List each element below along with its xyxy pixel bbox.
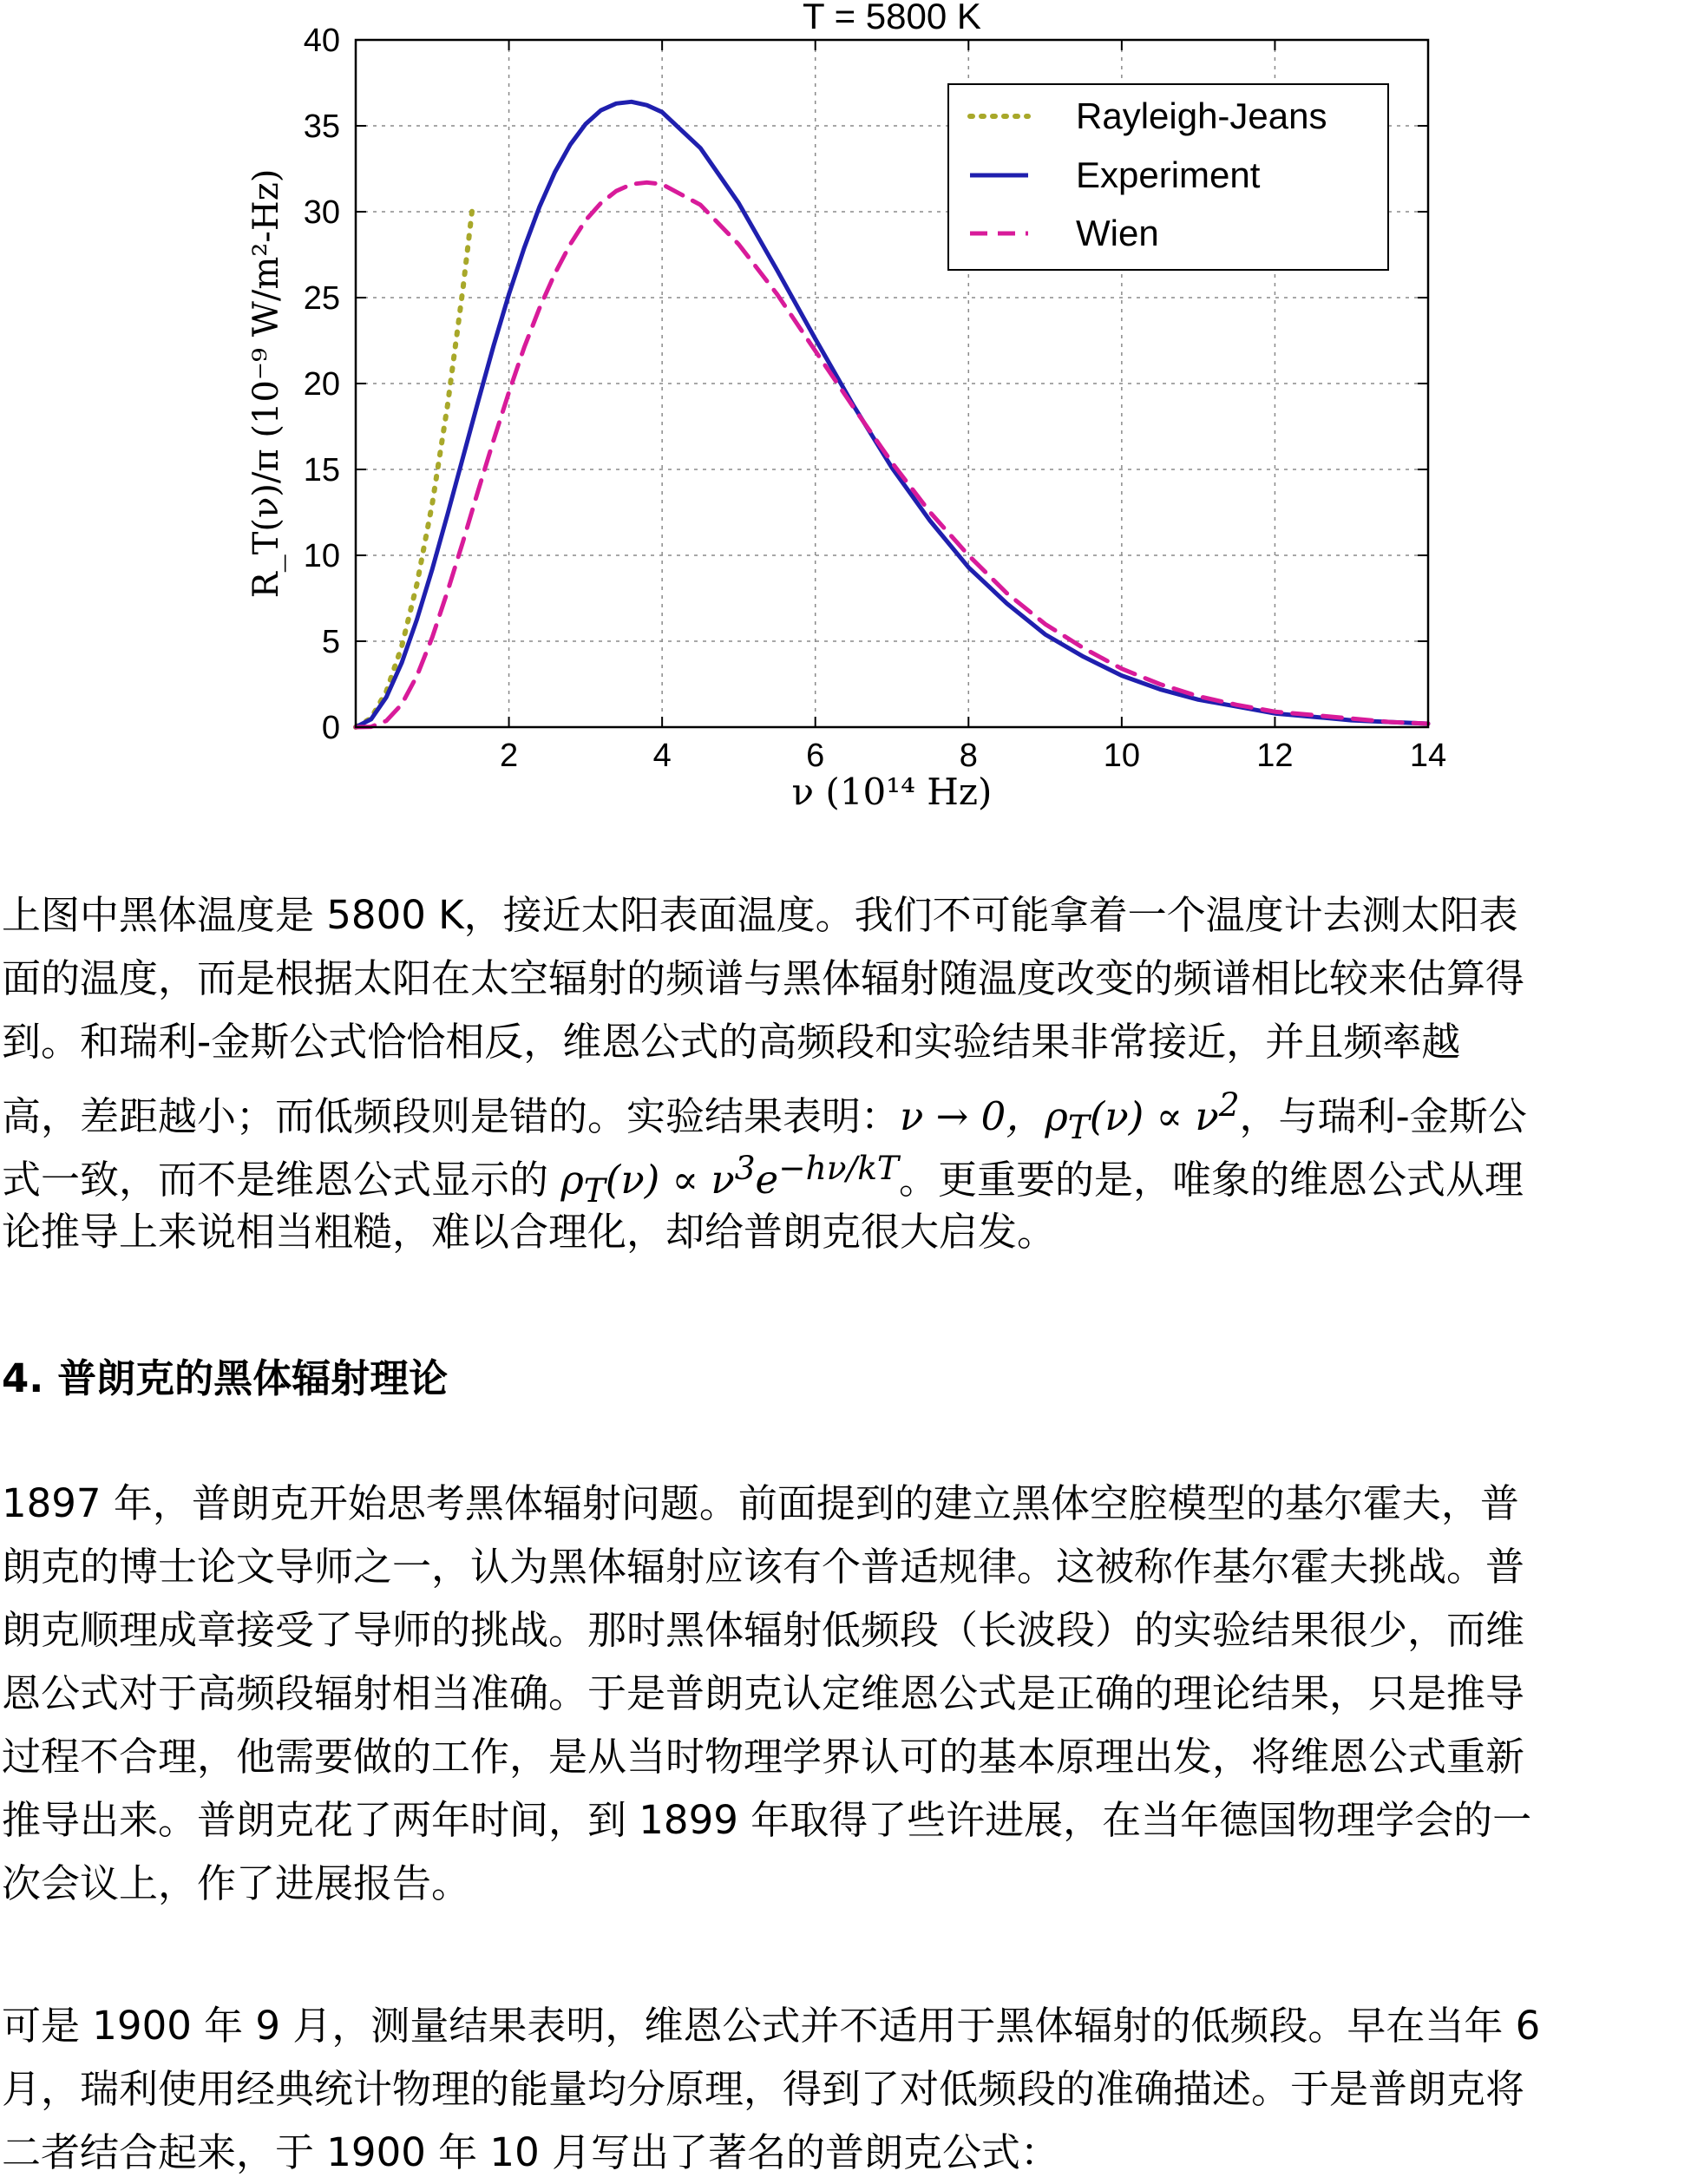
x-tick-label: 12 — [1256, 738, 1294, 774]
x-tick-label: 6 — [806, 738, 825, 774]
paragraph-1-line-6: 论推导上来说相当粗糙，难以合理化，却给普朗克很大启发。 — [2, 1209, 1057, 1255]
y-tick-label: 40 — [303, 23, 340, 59]
paragraph-2-line-6: 推导出来。普朗克花了两年时间，到 1899 年取得了些许进展，在当年德国物理学会的一 — [2, 1797, 1532, 1843]
legend-label-rayleigh-jeans: Rayleigh-Jeans — [1076, 95, 1327, 136]
paragraph-1-line-5 — [2, 1137, 1689, 1210]
y-tick-label: 25 — [303, 280, 340, 317]
x-tick-label: 4 — [652, 738, 672, 774]
paragraph-1-line-3: 到。和瑞利-金斯公式恰恰相反，维恩公式的高频段和实验结果非常接近，并且频率越 — [2, 1019, 1461, 1065]
math-run: ρ — [560, 1157, 584, 1203]
x-tick-label: 14 — [1409, 738, 1447, 774]
chart-legend — [948, 84, 1388, 270]
paragraph-3-line-1: 可是 1900 年 9 月，测量结果表明，维恩公式并不适用于黑体辐射的低频段。早在当年 6 — [2, 2003, 1541, 2049]
series-line-rayleigh-jeans — [356, 210, 472, 727]
paragraph-1-line-2: 面的温度，而是根据太阳在太空辐射的频谱与黑体辐射随温度改变的频谱相比较来估算得 — [2, 955, 1525, 1001]
x-axis-label: ν (10¹⁴ Hz) — [791, 771, 993, 813]
math-superscript: 2 — [1218, 1085, 1240, 1124]
x-tick-label: 10 — [1103, 738, 1140, 774]
math-run: ν → 0，ρ — [900, 1093, 1068, 1139]
chart-title: T = 5800 K — [803, 0, 981, 36]
y-tick-label: 20 — [303, 366, 340, 403]
text-run: 高，差距越小；而低频段则是错的。实验结果表明： — [2, 1093, 901, 1139]
section-heading: 4. 普朗克的黑体辐射理论 — [2, 1355, 449, 1401]
paragraph-2 — [2, 1472, 1689, 1915]
math-wien-formula — [560, 1149, 899, 1210]
paragraph-1-line-4 — [2, 1073, 1689, 1146]
math-run: e — [755, 1157, 779, 1203]
math-run: (ν) ∝ ν — [1089, 1093, 1219, 1139]
paragraph-2-line-4: 恩公式对于高频段辐射相当准确。于是普朗克认定维恩公式是正确的理论结果，只是推导 — [2, 1670, 1525, 1716]
y-tick-label: 0 — [321, 710, 340, 746]
math-subscript: T — [583, 1171, 606, 1210]
y-tick-label: 35 — [303, 108, 340, 145]
math-subscript: T — [1067, 1108, 1090, 1146]
text-run: 式一致，而不是维恩公式显示的 — [2, 1157, 561, 1203]
paragraph-2-line-7: 次会议上，作了进展报告。 — [2, 1860, 471, 1906]
y-tick-label: 15 — [303, 452, 340, 489]
paragraph-2-line-2: 朗克的博士论文导师之一，认为黑体辐射应该有个普适规律。这被称作基尔霍夫挑战。普 — [2, 1544, 1525, 1590]
y-axis-label: R_T(ν)/π (10⁻⁹ W/m²-Hz) — [246, 168, 286, 599]
paragraph-1 — [2, 883, 1689, 1263]
blackbody-spectrum-chart — [0, 0, 1691, 833]
paragraph-3 — [2, 1994, 1689, 2184]
paragraph-2-line-1: 1897 年，普朗克开始思考黑体辐射问题。前面提到的建立黑体空腔模型的基尔霍夫，普 — [2, 1480, 1519, 1526]
y-tick-label: 30 — [303, 194, 340, 231]
math-superscript: −hν/kT — [778, 1149, 899, 1187]
math-limit — [900, 1085, 1240, 1146]
legend-label-experiment: Experiment — [1076, 154, 1261, 195]
x-tick-label: 8 — [959, 738, 978, 774]
math-superscript: 3 — [734, 1149, 756, 1187]
x-tick-label: 2 — [500, 738, 519, 774]
paragraph-3-line-2: 月，瑞利使用经典统计物理的能量均分原理，得到了对低频段的准确描述。于是普朗克将 — [2, 2066, 1525, 2112]
paragraph-2-line-5: 过程不合理，他需要做的工作，是从当时物理学界认可的基本原理出发，将维恩公式重新 — [2, 1734, 1525, 1780]
paragraph-2-line-3: 朗克顺理成章接受了导师的挑战。那时黑体辐射低频段（长波段）的实验结果很少，而维 — [2, 1607, 1525, 1653]
text-run: ，与瑞利-金斯公 — [1239, 1093, 1527, 1139]
y-tick-label: 5 — [321, 624, 340, 660]
paragraph-1-line-1: 上图中黑体温度是 5800 K，接近太阳表面温度。我们不可能拿着一个温度计去测太阳表 — [2, 892, 1518, 938]
text-run: 。更重要的是，唯象的维恩公式从理 — [898, 1157, 1524, 1203]
paragraph-3-line-3: 二者结合起来，于 1900 年 10 月写出了著名的普朗克公式： — [2, 2129, 1060, 2175]
legend-label-wien: Wien — [1076, 213, 1159, 253]
math-run: (ν) ∝ ν — [605, 1157, 735, 1203]
y-tick-label: 10 — [303, 538, 340, 574]
